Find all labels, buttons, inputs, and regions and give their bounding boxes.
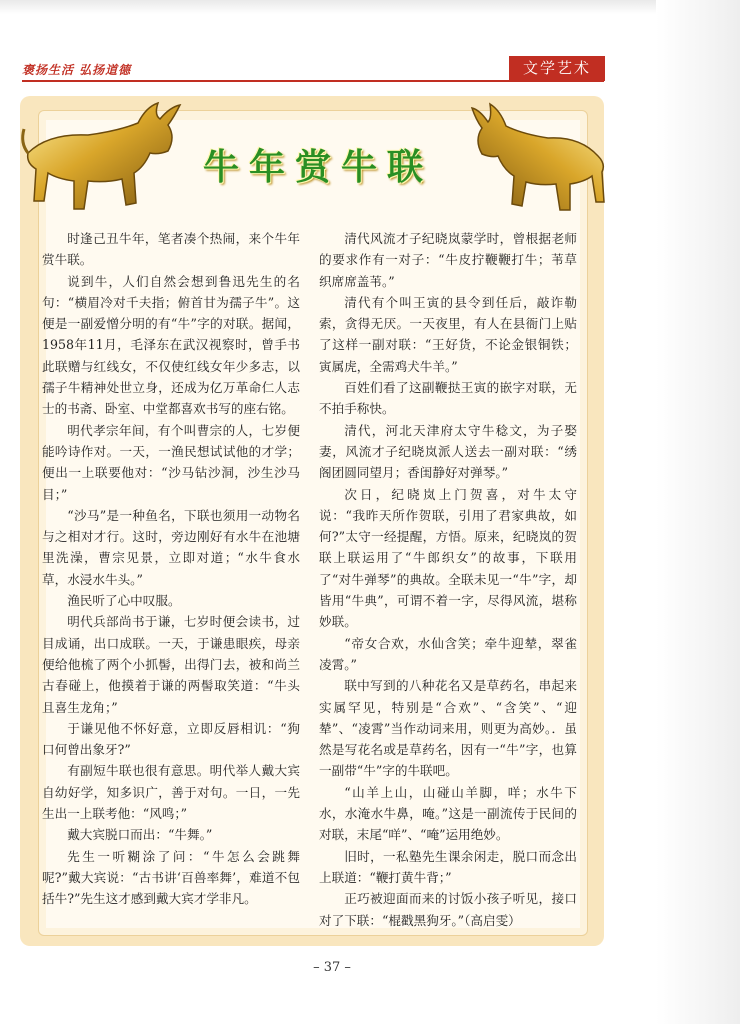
paragraph: 清代有个叫王寅的县令到任后，敲诈勒索，贪得无厌。一天夜里，有人在县衙门上贴了这样一副对联：“王好货，不论金银铜铁；寅属虎，全需鸡犬牛羊。”: [319, 294, 577, 374]
scan-shadow-right: [656, 0, 740, 1024]
paragraph: 戴大宾脱口而出：“牛舞。”: [67, 827, 213, 843]
paragraph: “帝女合欢，水仙含笑；牵牛迎辇，翠雀凌霄。”: [319, 635, 577, 672]
paragraph: 清代，河北天津府太守牛稔文，为子娶妻，风流才子纪晓岚派人送去一副对联：“绣阁团圆同望月；香闺静好对弹琴。”: [319, 422, 577, 481]
page-number: – 37 –: [313, 960, 351, 975]
paragraph: 清代风流才子纪晓岚蒙学时，曾根据老师的要求作有一对子：“牛皮拧鞭鞭打牛；苇草织席席盖苇。”: [319, 231, 577, 289]
paragraph: “沙马”是一种鱼名，下联也须用一动物名与之相对才行。这时，旁边刚好有水牛在池塘里洗澡，曹宗见景，立即对道；“水牛食水草，水浸水牛头。”: [42, 507, 300, 587]
paragraph: “山羊上山，山碰山羊脚，咩；水牛下水，水淹水牛鼻，唵。”这是一副流传于民间的对联，末尾“咩”、“唵”运用绝妙。: [319, 784, 577, 843]
golden-bull-right-icon: [468, 92, 608, 217]
paragraph: 旧时，一私塾先生课余闲走，脱口而念出上联道：“鞭打黄牛背；”: [319, 848, 577, 885]
article-title: 牛年赏牛联: [202, 146, 433, 188]
golden-bull-left-icon: [18, 93, 188, 218]
paragraph: 渔民听了心中叹服。: [67, 593, 181, 609]
paragraph: 次日，纪晓岚上门贺喜，对牛太守说：“我昨天所作贺联，引用了君家典故，如何?”太守一经提醒，方悟。原来，纪晓岚的贺联上联运用了“牛郎织女”的故事，下联用了“对牛弹琴”的典故。全联未见一“牛”字，却皆用“牛典”，可谓不着一字，尽得风流，堪称妙联。: [319, 486, 577, 630]
paragraph: 说到牛，人们自然会想到鲁迅先生的名句：“横眉冷对千夫指；俯首甘为孺子牛”。这便是一副爱憎分明的有“牛”字的对联。据闻，1958年11月，毛泽东在武汉视察时，曾手书此联赠与红线女，不仅使红线女年少多志，以孺子牛精神处世立身，还成为亿万革命仁人志士的书斋、卧室、中堂都喜欢书写的座右铭。: [42, 273, 300, 417]
scan-shadow-top: [0, 0, 740, 14]
paragraph: 有副短牛联也很有意思。明代举人戴大宾自幼好学，知多识广，善于对句。一日，一先生出一上联考他：“风鸣；”: [42, 763, 300, 822]
paragraph: 先生一听糊涂了问：“牛怎么会跳舞呢?”戴大宾说：“古书讲‘百兽率舞’，难道不包括牛?”先生这才感到戴大宾才学非凡。: [42, 848, 300, 907]
right-column: [319, 228, 577, 931]
paragraph: 百姓们看了这副鞭挞王寅的嵌字对联，无不拍手称快。: [319, 380, 577, 417]
header-motto: 褒扬生活 弘扬道德: [22, 63, 132, 77]
paragraph: 时逢己丑牛年，笔者凑个热闹，来个牛年赏牛联。: [42, 231, 300, 268]
left-column: [42, 228, 300, 910]
paragraph: 正巧被迎面而来的讨饭小孩子听见，接口对了下联：“棍戳黑狗牙。”（高启雯）: [319, 891, 577, 928]
paragraph: 于谦见他不怀好意，立即反唇相讥：“狗口何曾出象牙?”: [42, 720, 300, 758]
paragraph: 明代兵部尚书于谦，七岁时便会读书，过目成诵，出口成联。一天，于谦患眼疾，母亲便给他梳了两个小抓髻，出得门去，被和尚兰古春碰上，他摸着于谦的两髻取笑道：“牛头且喜生龙角；”: [42, 614, 300, 715]
paragraph: 明代孝宗年间，有个叫曹宗的人，七岁便能吟诗作对。一天，一渔民想试试他的才学；便出一上联要他对：“沙马钻沙洞，沙生沙马目；”: [42, 422, 300, 502]
section-tag: 文学艺术: [509, 56, 605, 81]
paragraph: 联中写到的八种花名又是草药名，串起来实属罕见，特别是“合欢”、“含笑”、“迎辇”、“凌霄”当作动词来用，则更为高妙。．虽然是写花名或是草药名，因有一“牛”字，也算一副带“牛”字的牛联吧。: [319, 678, 577, 779]
